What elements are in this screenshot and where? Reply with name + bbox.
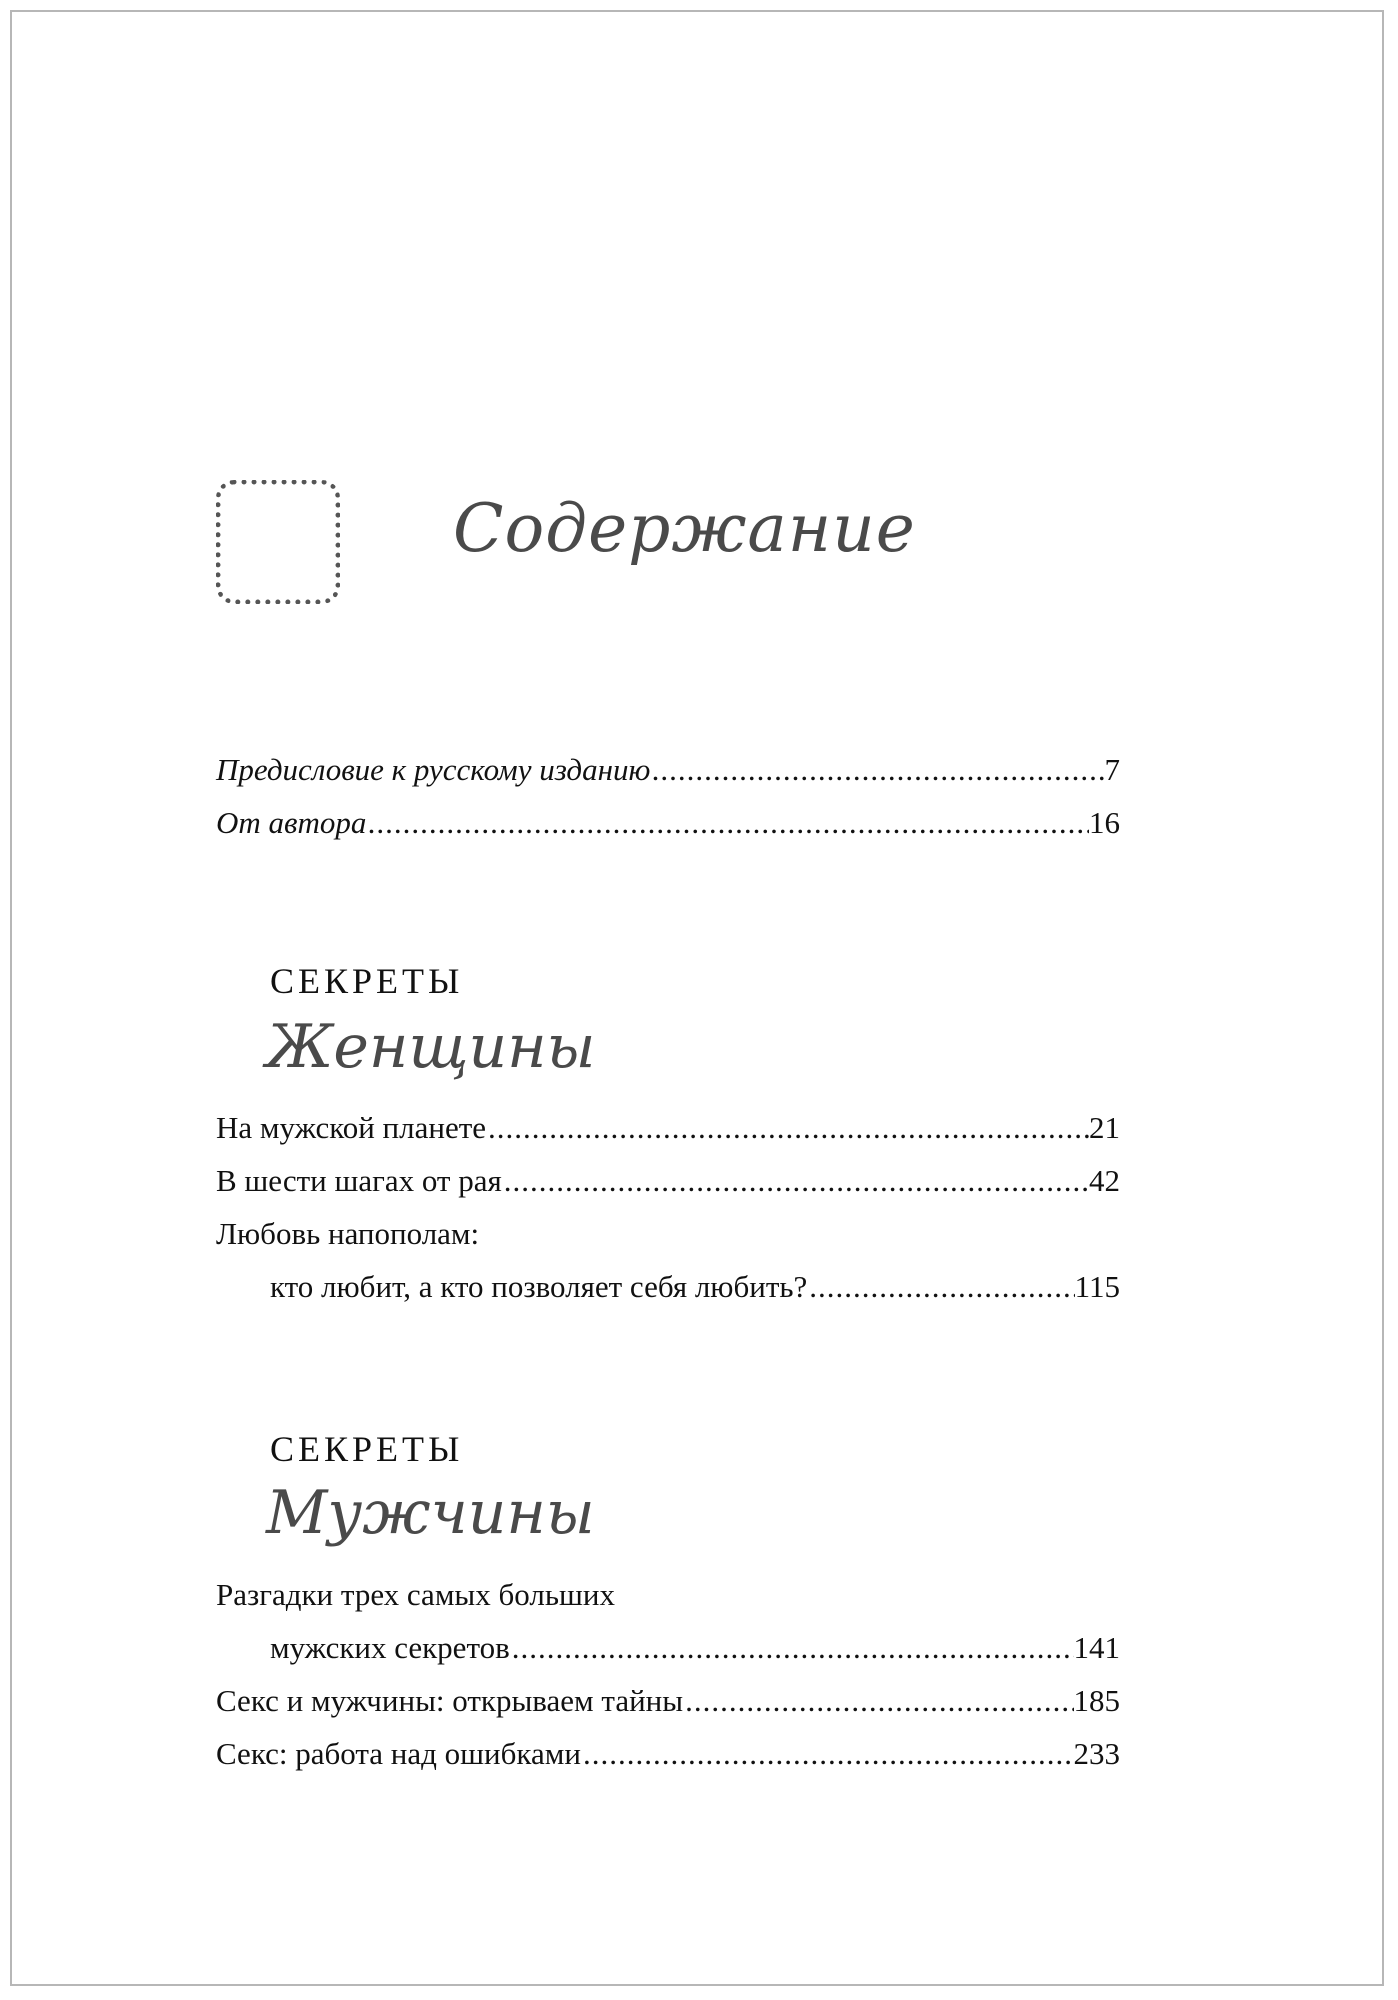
toc-entry	[216, 1163, 1120, 1207]
toc-entry-label: В шести шагах от рая	[216, 1163, 502, 1198]
toc-entry-label: Разгадки трех самых больших	[216, 1577, 615, 1612]
toc-entry-page: 233	[1073, 1736, 1120, 1771]
dot-leader	[807, 1269, 1074, 1305]
toc-entry-page: 185	[1073, 1683, 1120, 1718]
toc-entry-page: 21	[1089, 1110, 1120, 1145]
toc-entry-label: Предисловие к русскому изданию	[216, 752, 651, 787]
page-title: Содержание	[453, 490, 916, 567]
toc-entry-label: От автора	[216, 805, 367, 840]
toc-entry-label: мужских секретов	[270, 1630, 510, 1665]
toc-entry-label: кто любит, а кто позволяет себя любить?	[270, 1269, 808, 1304]
toc-entry	[216, 1736, 1120, 1780]
dot-leader	[510, 1630, 1074, 1666]
toc-entry-label: Секс: работа над ошибками	[216, 1736, 581, 1771]
dot-leader	[366, 805, 1089, 841]
section-script-heading: Женщины	[266, 1012, 596, 1082]
toc-entry	[216, 1683, 1120, 1727]
toc-entry-page: 7	[1104, 752, 1120, 787]
toc-entry-preface	[216, 752, 1120, 796]
toc-entry-page: 141	[1073, 1630, 1120, 1665]
toc-entry-continuation	[270, 1269, 1120, 1313]
dot-leader	[502, 1163, 1089, 1199]
toc-entry-author-note	[216, 805, 1120, 849]
toc-entry	[216, 1577, 1120, 1621]
section-caps-heading: СЕКРЕТЫ	[270, 961, 464, 1001]
dot-leader	[683, 1683, 1073, 1719]
dot-leader	[581, 1736, 1074, 1772]
toc-entry	[216, 1216, 1120, 1260]
toc-entry-label: Любовь напополам:	[216, 1216, 480, 1251]
section-caps-heading: СЕКРЕТЫ	[270, 1429, 464, 1469]
toc-entry-label: Секс и мужчины: открываем тайны	[216, 1683, 684, 1718]
dot-leader	[650, 752, 1104, 788]
section-script-heading: Мужчины	[266, 1478, 595, 1548]
toc-entry-label: На мужской планете	[216, 1110, 487, 1145]
toc-entry-page: 42	[1089, 1163, 1120, 1198]
toc-entry-page: 16	[1089, 805, 1120, 840]
toc-entry-page: 115	[1074, 1269, 1120, 1304]
dotted-frame-ornament	[216, 480, 340, 604]
toc-entry	[216, 1110, 1120, 1154]
dot-leader	[486, 1110, 1089, 1146]
toc-entry-continuation	[270, 1630, 1120, 1674]
